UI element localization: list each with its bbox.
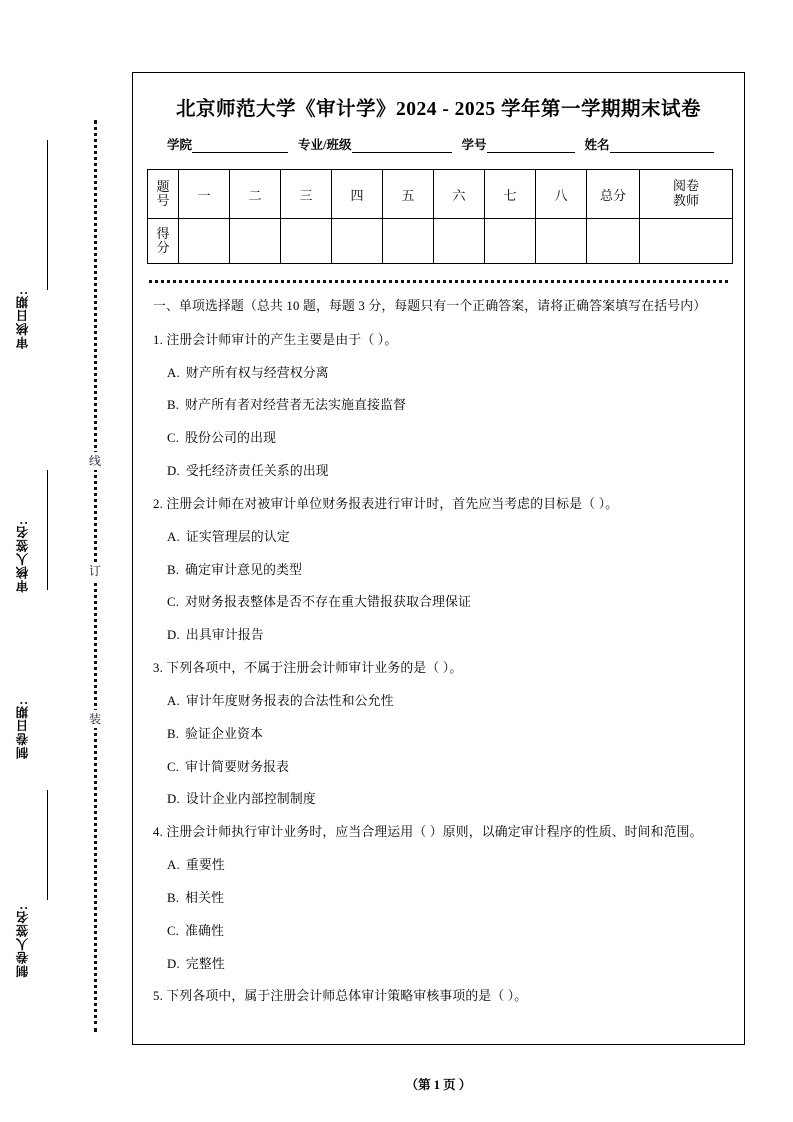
option-text: 重要性: [185, 858, 225, 873]
question-stem-2: 2. 注册会计师在对被审计单位财务报表进行审计时，首先应当考虑的目标是（ ）。: [153, 496, 619, 511]
question-4-option-b[interactable]: [153, 889, 724, 909]
question-4-option-c[interactable]: [153, 922, 724, 942]
score-cell-3[interactable]: [281, 219, 332, 264]
option-text: 受托经济责任关系的出现: [185, 464, 329, 479]
score-cell-6[interactable]: [434, 219, 485, 264]
option-text: 对财务报表整体是否不存在重大错报获取合理保证: [185, 595, 472, 610]
score-table-header-row: [148, 170, 733, 219]
option-text: 相关性: [185, 890, 225, 905]
score-col-3: 三: [281, 170, 332, 219]
option-letter: B.: [167, 398, 180, 413]
section-heading: 一、单项选择题（总共 10 题，每题 3 分，每题只有一个正确答案，请将正确答案填写在括号内）: [153, 299, 707, 313]
question-4-option-a[interactable]: [153, 856, 724, 876]
question-3-option-d[interactable]: [153, 790, 724, 810]
option-text: 审计年度财务报表的合法性和公允性: [185, 693, 394, 708]
score-col-6: 六: [434, 170, 485, 219]
score-cell-grader[interactable]: [640, 219, 733, 264]
question-body: [147, 297, 730, 1007]
score-col-total: 总分: [587, 170, 640, 219]
option-letter: B.: [167, 562, 180, 577]
score-table-stub-score: [148, 219, 179, 264]
option-letter: D.: [167, 464, 180, 479]
option-letter: B.: [167, 890, 180, 905]
question-3-option-b[interactable]: [153, 725, 724, 745]
option-text: 财产所有者对经营者无法实施直接监督: [185, 398, 407, 413]
page-title: 北京师范大学《审计学》2024 - 2025 学年第一学期期末试卷: [175, 99, 702, 120]
question-stem-3: 3. 下列各项中，不属于注册会计师审计业务的是（ ）。: [153, 661, 463, 676]
field-college: [167, 135, 288, 153]
option-text: 准确性: [185, 923, 225, 938]
margin-label-paper-date: 制卷日期:: [16, 700, 30, 760]
score-cell-5[interactable]: [383, 219, 434, 264]
question-4-option-d[interactable]: [153, 955, 724, 975]
stub-char: 得: [156, 226, 170, 242]
question-1-option-d[interactable]: [153, 462, 724, 482]
question-stem-1: 1. 注册会计师审计的产生主要是由于（ ）。: [153, 332, 398, 347]
option-letter: A.: [167, 365, 180, 380]
margin-label-paper-author-signature: 制卷人签名:: [16, 905, 30, 978]
option-letter: D.: [167, 628, 180, 643]
option-text: 股份公司的出现: [185, 431, 277, 446]
score-cell-2[interactable]: [230, 219, 281, 264]
option-text: 验证企业资本: [185, 726, 264, 741]
margin-rule: [47, 140, 48, 290]
question-1-option-a[interactable]: [153, 364, 724, 384]
margin-label-review-date: 审核日期:: [16, 290, 30, 350]
question-1-option-b[interactable]: [153, 396, 724, 416]
option-letter: A.: [167, 693, 180, 708]
stub-char: 号: [156, 193, 170, 208]
option-text: 证实管理层的认定: [185, 529, 290, 544]
field-major-class-label: 专业/班级: [298, 138, 352, 152]
option-letter: C.: [167, 923, 180, 938]
binding-margin: [0, 0, 132, 1122]
score-cell-1[interactable]: [179, 219, 230, 264]
score-col-7: 七: [485, 170, 536, 219]
option-text: 审计简要财务报表: [185, 759, 290, 774]
field-major-class-input[interactable]: [352, 139, 452, 153]
margin-rule: [47, 790, 48, 900]
option-letter: C.: [167, 759, 180, 774]
margin-rule: [47, 470, 48, 590]
field-student-id: [462, 135, 575, 153]
field-student-id-label: 学号: [461, 138, 487, 152]
score-cell-4[interactable]: [332, 219, 383, 264]
option-letter: C.: [167, 595, 180, 610]
score-col-4: 四: [332, 170, 383, 219]
fold-char-bind: 订: [84, 562, 106, 580]
fold-char-line: 线: [84, 452, 106, 470]
option-text: 完整性: [185, 956, 225, 971]
option-letter: D.: [167, 792, 180, 807]
score-table-value-row: [148, 219, 733, 264]
option-letter: D.: [167, 956, 180, 971]
field-name: [585, 135, 714, 153]
question-3-option-c[interactable]: [153, 758, 724, 778]
field-college-input[interactable]: [192, 139, 288, 153]
grader-char: 阅卷: [672, 178, 699, 194]
score-cell-7[interactable]: [485, 219, 536, 264]
score-col-grader: [640, 170, 733, 219]
score-col-2: 二: [230, 170, 281, 219]
question-2-option-c[interactable]: [153, 593, 724, 613]
stub-char: 题: [156, 179, 170, 195]
field-name-input[interactable]: [610, 139, 714, 153]
stub-char: 分: [156, 240, 170, 255]
fold-char-seal: 装: [84, 710, 106, 728]
question-2-option-b[interactable]: [153, 561, 724, 581]
option-text: 出具审计报告: [185, 628, 264, 643]
field-major-class: [298, 135, 451, 153]
field-student-id-input[interactable]: [487, 139, 575, 153]
option-letter: C.: [167, 431, 180, 446]
score-col-5: 五: [383, 170, 434, 219]
score-cell-total[interactable]: [587, 219, 640, 264]
option-text: 确定审计意见的类型: [185, 562, 303, 577]
score-table: [147, 169, 733, 264]
question-2-option-a[interactable]: [153, 528, 724, 548]
grader-char: 教师: [672, 193, 699, 208]
score-col-8: 八: [536, 170, 587, 219]
exam-sheet: [132, 72, 745, 1045]
question-stem-5: 5. 下列各项中，属于注册会计师总体审计策略审核事项的是（ ）。: [153, 989, 528, 1004]
question-1-option-c[interactable]: [153, 429, 724, 449]
field-college-label: 学院: [167, 138, 193, 152]
score-col-1: 一: [179, 170, 230, 219]
option-letter: A.: [167, 529, 180, 544]
margin-label-reviewer-signature: 审核人签名:: [16, 520, 30, 593]
score-cell-8[interactable]: [536, 219, 587, 264]
question-3-option-a[interactable]: [153, 692, 724, 712]
option-letter: B.: [167, 726, 180, 741]
option-letter: A.: [167, 858, 180, 873]
section-separator: [149, 280, 728, 283]
question-2-option-d[interactable]: [153, 626, 724, 646]
score-table-stub-question-number: [148, 170, 179, 219]
option-text: 财产所有权与经营权分离: [185, 365, 329, 380]
option-text: 设计企业内部控制制度: [185, 792, 316, 807]
field-name-label: 姓名: [584, 138, 610, 152]
student-info-row: [147, 135, 730, 153]
page-footer: （第 1 页 ）: [405, 1078, 472, 1092]
question-stem-4: 4. 注册会计师执行审计业务时，应当合理运用（ ）原则，以确定审计程序的性质、时间和范围。: [153, 825, 703, 840]
